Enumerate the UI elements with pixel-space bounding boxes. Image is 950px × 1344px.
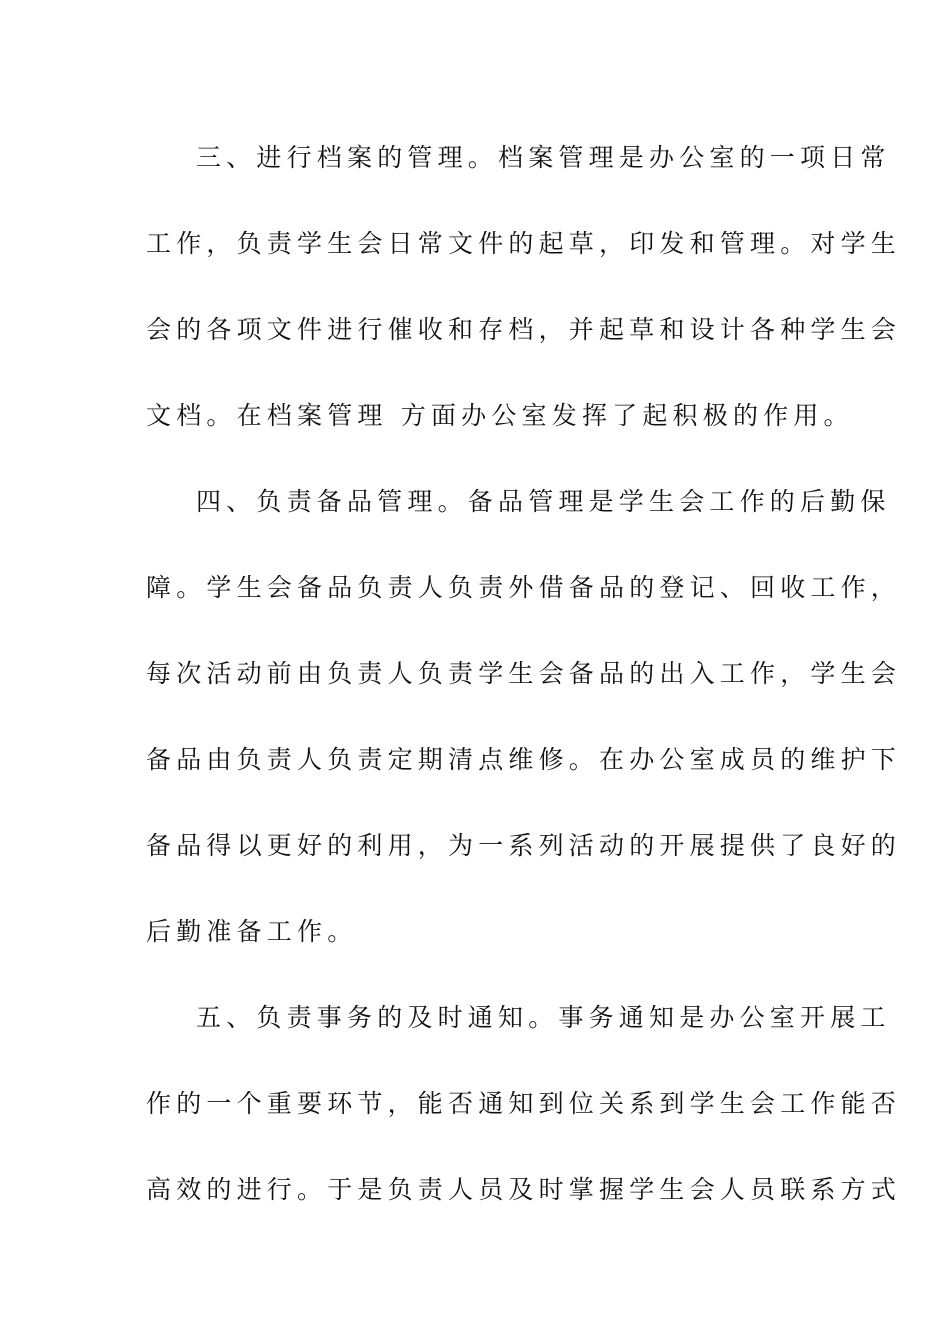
paragraph-3-line-1: 三、进行档案的管理。档案管理是办公室的一项日常: [196, 143, 891, 172]
paragraph-4-line-2: 障。学生会备品负责人负责外借备品的登记、回收工作，: [146, 573, 902, 602]
paragraph-3-line-4: 文档。在档案管理 方面办公室发挥了起积极的作用。: [146, 401, 854, 430]
paragraph-4-line-1: 四、负责备品管理。备品管理是学生会工作的后勤保: [196, 487, 891, 516]
paragraph-4-line-5: 备品得以更好的利用，为一系列活动的开展提供了良好的: [146, 831, 902, 860]
paragraph-4-line-3: 每次活动前由负责人负责学生会备品的出入工作，学生会: [146, 659, 902, 688]
paragraph-5-line-3: 高效的进行。于是负责人员及时掌握学生会人员联系方式: [146, 1175, 902, 1204]
paragraph-3-line-2: 工作，负责学生会日常文件的起草，印发和管理。对学生: [146, 229, 902, 258]
paragraph-4-line-6: 后勤准备工作。: [146, 917, 358, 946]
paragraph-5-line-2: 作的一个重要环节，能否通知到位关系到学生会工作能否: [146, 1089, 902, 1118]
paragraph-5-line-1: 五、负责事务的及时通知。事务通知是办公室开展工: [196, 1003, 891, 1032]
paragraph-3-line-3: 会的各项文件进行催收和存档，并起草和设计各种学生会: [146, 315, 902, 344]
paragraph-4-line-4: 备品由负责人负责定期清点维修。在办公室成员的维护下: [146, 745, 902, 774]
